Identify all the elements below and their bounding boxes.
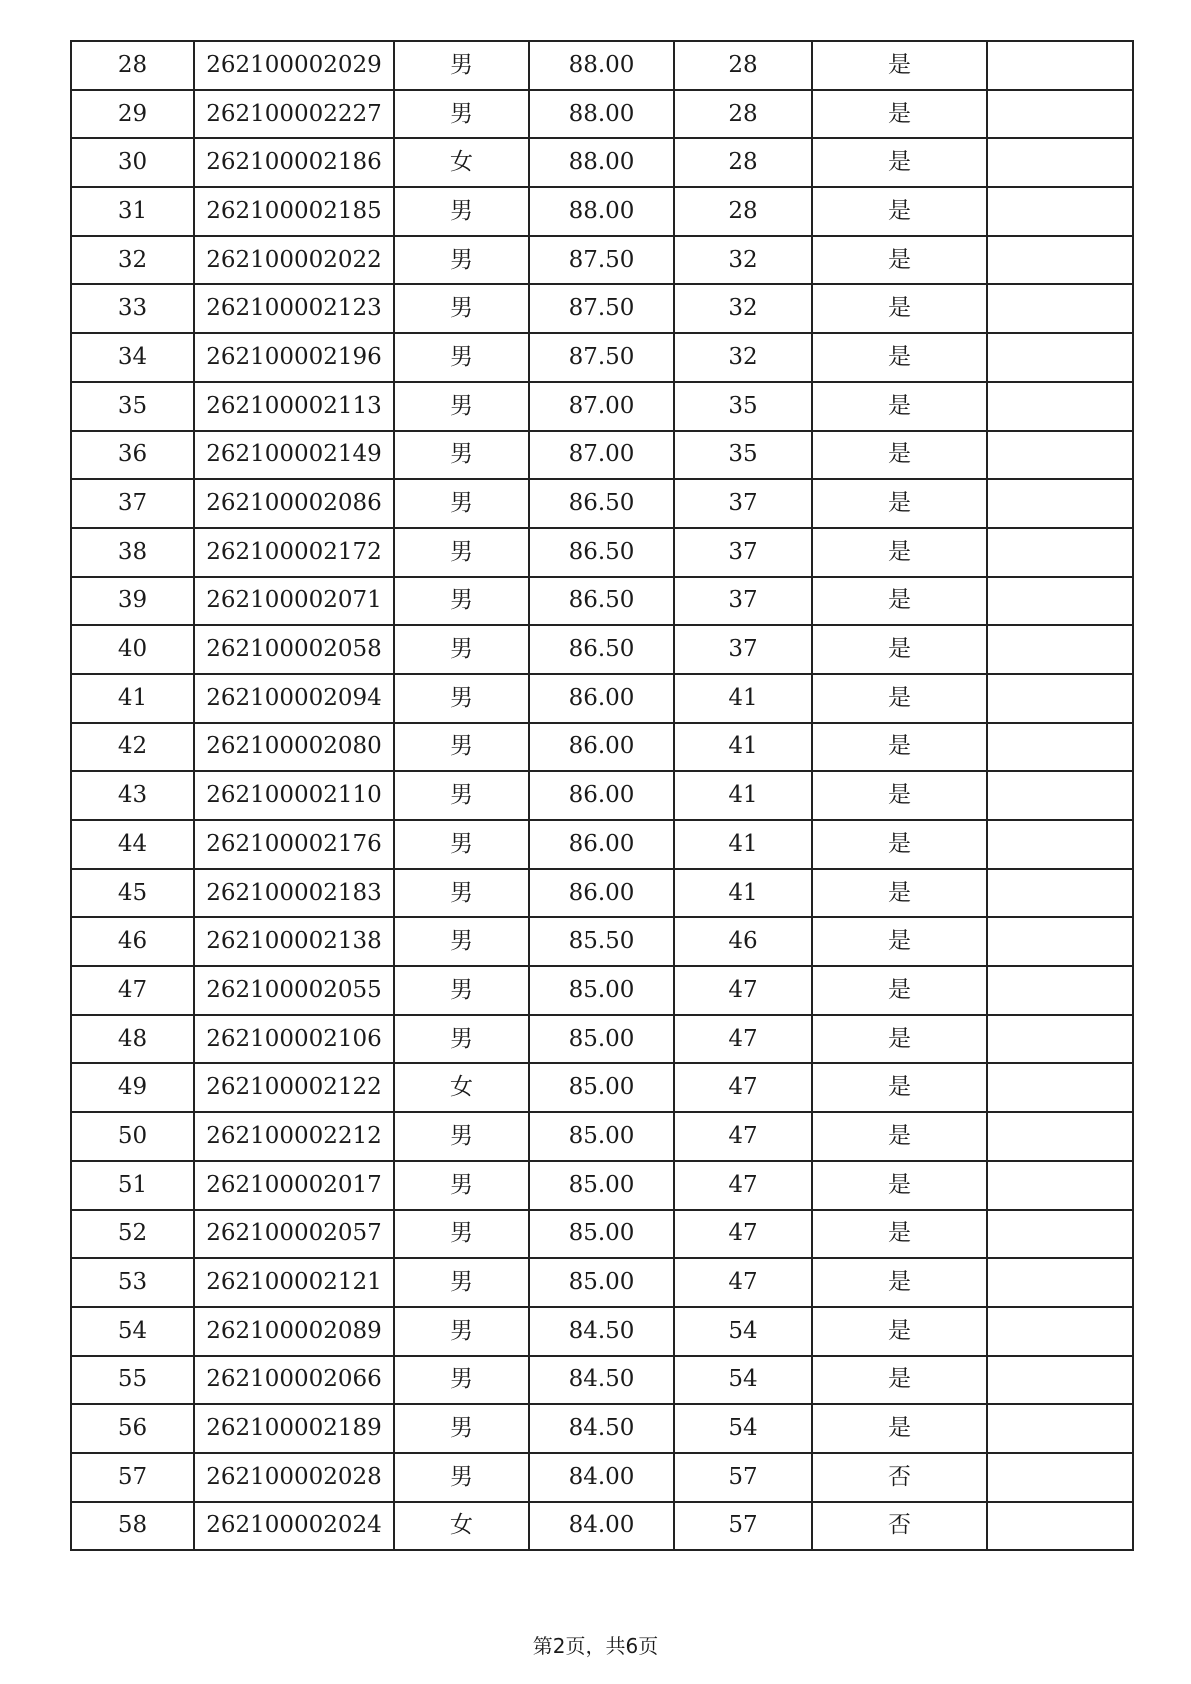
table-row [71, 1356, 1133, 1405]
sequence-number-cell: 47 [71, 966, 194, 1015]
gender-cell: 男 [394, 333, 529, 382]
qualified-cell: 是 [812, 1015, 987, 1064]
rank-cell: 54 [674, 1307, 812, 1356]
table-row [71, 41, 1133, 90]
table-row [71, 966, 1133, 1015]
qualified-cell: 是 [812, 479, 987, 528]
rank-cell: 28 [674, 138, 812, 187]
sequence-number-cell: 45 [71, 869, 194, 918]
results-sheet [70, 40, 1132, 1551]
remarks-cell [987, 869, 1133, 918]
qualified-cell: 是 [812, 820, 987, 869]
table-row [71, 1210, 1133, 1259]
table-row [71, 1015, 1133, 1064]
score-cell: 88.00 [529, 187, 674, 236]
remarks-cell [987, 138, 1133, 187]
score-cell: 84.00 [529, 1453, 674, 1502]
rank-cell: 28 [674, 41, 812, 90]
table-row [71, 333, 1133, 382]
candidate-id-cell: 262100002066 [194, 1356, 394, 1405]
sequence-number-cell: 54 [71, 1307, 194, 1356]
candidate-id-cell: 262100002227 [194, 90, 394, 139]
candidate-id-cell: 262100002055 [194, 966, 394, 1015]
score-cell: 87.50 [529, 284, 674, 333]
gender-cell: 男 [394, 1356, 529, 1405]
score-cell: 86.50 [529, 625, 674, 674]
candidate-id-cell: 262100002189 [194, 1404, 394, 1453]
rank-cell: 41 [674, 820, 812, 869]
sequence-number-cell: 28 [71, 41, 194, 90]
rank-cell: 47 [674, 1258, 812, 1307]
remarks-cell [987, 1258, 1133, 1307]
candidate-id-cell: 262100002122 [194, 1063, 394, 1112]
qualified-cell: 是 [812, 917, 987, 966]
gender-cell: 男 [394, 1015, 529, 1064]
candidate-id-cell: 262100002022 [194, 236, 394, 285]
remarks-cell [987, 1356, 1133, 1405]
remarks-cell [987, 1502, 1133, 1551]
qualified-cell: 是 [812, 1161, 987, 1210]
candidate-id-cell: 262100002028 [194, 1453, 394, 1502]
rank-cell: 41 [674, 771, 812, 820]
gender-cell: 男 [394, 1112, 529, 1161]
rank-cell: 37 [674, 577, 812, 626]
table-row [71, 90, 1133, 139]
remarks-cell [987, 1015, 1133, 1064]
score-cell: 86.00 [529, 771, 674, 820]
remarks-cell [987, 1063, 1133, 1112]
candidate-id-cell: 262100002024 [194, 1502, 394, 1551]
results-table [70, 40, 1134, 1551]
score-cell: 86.50 [529, 528, 674, 577]
rank-cell: 54 [674, 1404, 812, 1453]
sequence-number-cell: 48 [71, 1015, 194, 1064]
qualified-cell: 是 [812, 1258, 987, 1307]
qualified-cell: 是 [812, 771, 987, 820]
score-cell: 86.50 [529, 479, 674, 528]
sequence-number-cell: 30 [71, 138, 194, 187]
rank-cell: 32 [674, 236, 812, 285]
rank-cell: 47 [674, 1015, 812, 1064]
qualified-cell: 否 [812, 1453, 987, 1502]
remarks-cell [987, 917, 1133, 966]
qualified-cell: 是 [812, 41, 987, 90]
qualified-cell: 是 [812, 236, 987, 285]
gender-cell: 女 [394, 138, 529, 187]
sequence-number-cell: 33 [71, 284, 194, 333]
sequence-number-cell: 52 [71, 1210, 194, 1259]
qualified-cell: 是 [812, 577, 987, 626]
rank-cell: 28 [674, 90, 812, 139]
score-cell: 87.50 [529, 333, 674, 382]
qualified-cell: 否 [812, 1502, 987, 1551]
candidate-id-cell: 262100002029 [194, 41, 394, 90]
qualified-cell: 是 [812, 528, 987, 577]
candidate-id-cell: 262100002196 [194, 333, 394, 382]
table-row [71, 528, 1133, 577]
table-row [71, 820, 1133, 869]
table-row [71, 723, 1133, 772]
table-row [71, 284, 1133, 333]
candidate-id-cell: 262100002089 [194, 1307, 394, 1356]
remarks-cell [987, 236, 1133, 285]
score-cell: 88.00 [529, 41, 674, 90]
sequence-number-cell: 53 [71, 1258, 194, 1307]
sequence-number-cell: 58 [71, 1502, 194, 1551]
gender-cell: 男 [394, 1453, 529, 1502]
table-row [71, 1502, 1133, 1551]
candidate-id-cell: 262100002121 [194, 1258, 394, 1307]
table-row [71, 674, 1133, 723]
sequence-number-cell: 51 [71, 1161, 194, 1210]
gender-cell: 男 [394, 674, 529, 723]
qualified-cell: 是 [812, 284, 987, 333]
results-table-body [71, 41, 1133, 1550]
rank-cell: 47 [674, 1210, 812, 1259]
rank-cell: 41 [674, 723, 812, 772]
qualified-cell: 是 [812, 723, 987, 772]
remarks-cell [987, 528, 1133, 577]
rank-cell: 37 [674, 528, 812, 577]
rank-cell: 47 [674, 1063, 812, 1112]
remarks-cell [987, 1453, 1133, 1502]
table-row [71, 1404, 1133, 1453]
candidate-id-cell: 262100002080 [194, 723, 394, 772]
table-row [71, 1112, 1133, 1161]
remarks-cell [987, 479, 1133, 528]
qualified-cell: 是 [812, 966, 987, 1015]
candidate-id-cell: 262100002176 [194, 820, 394, 869]
gender-cell: 男 [394, 966, 529, 1015]
sequence-number-cell: 44 [71, 820, 194, 869]
sequence-number-cell: 46 [71, 917, 194, 966]
remarks-cell [987, 1161, 1133, 1210]
gender-cell: 男 [394, 1161, 529, 1210]
candidate-id-cell: 262100002183 [194, 869, 394, 918]
sequence-number-cell: 41 [71, 674, 194, 723]
table-row [71, 382, 1133, 431]
remarks-cell [987, 1112, 1133, 1161]
qualified-cell: 是 [812, 625, 987, 674]
remarks-cell [987, 723, 1133, 772]
score-cell: 85.00 [529, 1258, 674, 1307]
gender-cell: 男 [394, 577, 529, 626]
sequence-number-cell: 32 [71, 236, 194, 285]
gender-cell: 女 [394, 1063, 529, 1112]
rank-cell: 57 [674, 1502, 812, 1551]
gender-cell: 男 [394, 869, 529, 918]
remarks-cell [987, 771, 1133, 820]
sequence-number-cell: 39 [71, 577, 194, 626]
remarks-cell [987, 187, 1133, 236]
remarks-cell [987, 41, 1133, 90]
sequence-number-cell: 40 [71, 625, 194, 674]
rank-cell: 54 [674, 1356, 812, 1405]
candidate-id-cell: 262100002172 [194, 528, 394, 577]
rank-cell: 46 [674, 917, 812, 966]
sequence-number-cell: 31 [71, 187, 194, 236]
gender-cell: 男 [394, 236, 529, 285]
score-cell: 88.00 [529, 90, 674, 139]
rank-cell: 28 [674, 187, 812, 236]
score-cell: 84.50 [529, 1307, 674, 1356]
remarks-cell [987, 1210, 1133, 1259]
rank-cell: 47 [674, 966, 812, 1015]
qualified-cell: 是 [812, 1210, 987, 1259]
remarks-cell [987, 966, 1133, 1015]
candidate-id-cell: 262100002138 [194, 917, 394, 966]
candidate-id-cell: 262100002017 [194, 1161, 394, 1210]
gender-cell: 男 [394, 1210, 529, 1259]
rank-cell: 41 [674, 674, 812, 723]
candidate-id-cell: 262100002058 [194, 625, 394, 674]
score-cell: 86.00 [529, 820, 674, 869]
sequence-number-cell: 29 [71, 90, 194, 139]
candidate-id-cell: 262100002212 [194, 1112, 394, 1161]
table-row [71, 771, 1133, 820]
gender-cell: 男 [394, 431, 529, 480]
qualified-cell: 是 [812, 1112, 987, 1161]
candidate-id-cell: 262100002086 [194, 479, 394, 528]
gender-cell: 男 [394, 528, 529, 577]
candidate-id-cell: 262100002123 [194, 284, 394, 333]
candidate-id-cell: 262100002149 [194, 431, 394, 480]
table-row [71, 1307, 1133, 1356]
score-cell: 87.00 [529, 431, 674, 480]
score-cell: 85.00 [529, 1210, 674, 1259]
gender-cell: 男 [394, 820, 529, 869]
remarks-cell [987, 284, 1133, 333]
table-row [71, 1063, 1133, 1112]
rank-cell: 47 [674, 1161, 812, 1210]
table-row [71, 577, 1133, 626]
remarks-cell [987, 820, 1133, 869]
table-row [71, 187, 1133, 236]
gender-cell: 男 [394, 284, 529, 333]
score-cell: 86.00 [529, 869, 674, 918]
sequence-number-cell: 49 [71, 1063, 194, 1112]
qualified-cell: 是 [812, 1307, 987, 1356]
table-row [71, 1258, 1133, 1307]
score-cell: 84.00 [529, 1502, 674, 1551]
rank-cell: 37 [674, 625, 812, 674]
rank-cell: 41 [674, 869, 812, 918]
sequence-number-cell: 36 [71, 431, 194, 480]
qualified-cell: 是 [812, 333, 987, 382]
score-cell: 84.50 [529, 1404, 674, 1453]
qualified-cell: 是 [812, 1404, 987, 1453]
qualified-cell: 是 [812, 431, 987, 480]
remarks-cell [987, 333, 1133, 382]
score-cell: 85.00 [529, 966, 674, 1015]
score-cell: 85.00 [529, 1015, 674, 1064]
table-row [71, 869, 1133, 918]
gender-cell: 男 [394, 771, 529, 820]
table-row [71, 625, 1133, 674]
qualified-cell: 是 [812, 187, 987, 236]
candidate-id-cell: 262100002106 [194, 1015, 394, 1064]
sequence-number-cell: 55 [71, 1356, 194, 1405]
sequence-number-cell: 34 [71, 333, 194, 382]
gender-cell: 男 [394, 917, 529, 966]
score-cell: 84.50 [529, 1356, 674, 1405]
remarks-cell [987, 90, 1133, 139]
score-cell: 85.00 [529, 1161, 674, 1210]
qualified-cell: 是 [812, 1063, 987, 1112]
remarks-cell [987, 577, 1133, 626]
candidate-id-cell: 262100002071 [194, 577, 394, 626]
rank-cell: 37 [674, 479, 812, 528]
candidate-id-cell: 262100002057 [194, 1210, 394, 1259]
gender-cell: 男 [394, 41, 529, 90]
gender-cell: 男 [394, 723, 529, 772]
gender-cell: 男 [394, 1258, 529, 1307]
qualified-cell: 是 [812, 138, 987, 187]
gender-cell: 男 [394, 479, 529, 528]
candidate-id-cell: 262100002110 [194, 771, 394, 820]
table-row [71, 431, 1133, 480]
score-cell: 86.50 [529, 577, 674, 626]
rank-cell: 32 [674, 284, 812, 333]
candidate-id-cell: 262100002113 [194, 382, 394, 431]
score-cell: 88.00 [529, 138, 674, 187]
candidate-id-cell: 262100002094 [194, 674, 394, 723]
score-cell: 87.50 [529, 236, 674, 285]
sequence-number-cell: 35 [71, 382, 194, 431]
sequence-number-cell: 43 [71, 771, 194, 820]
candidate-id-cell: 262100002185 [194, 187, 394, 236]
gender-cell: 男 [394, 90, 529, 139]
table-row [71, 917, 1133, 966]
table-row [71, 479, 1133, 528]
rank-cell: 32 [674, 333, 812, 382]
rank-cell: 47 [674, 1112, 812, 1161]
remarks-cell [987, 625, 1133, 674]
remarks-cell [987, 674, 1133, 723]
remarks-cell [987, 431, 1133, 480]
score-cell: 87.00 [529, 382, 674, 431]
table-row [71, 1453, 1133, 1502]
sequence-number-cell: 50 [71, 1112, 194, 1161]
rank-cell: 35 [674, 431, 812, 480]
table-row [71, 1161, 1133, 1210]
score-cell: 85.50 [529, 917, 674, 966]
sequence-number-cell: 56 [71, 1404, 194, 1453]
page-number-footer: 第2页，共6页 [532, 1634, 659, 1658]
gender-cell: 男 [394, 187, 529, 236]
qualified-cell: 是 [812, 1356, 987, 1405]
gender-cell: 男 [394, 1307, 529, 1356]
qualified-cell: 是 [812, 382, 987, 431]
score-cell: 85.00 [529, 1112, 674, 1161]
remarks-cell [987, 382, 1133, 431]
sequence-number-cell: 57 [71, 1453, 194, 1502]
qualified-cell: 是 [812, 90, 987, 139]
remarks-cell [987, 1307, 1133, 1356]
gender-cell: 男 [394, 1404, 529, 1453]
qualified-cell: 是 [812, 869, 987, 918]
rank-cell: 35 [674, 382, 812, 431]
table-row [71, 138, 1133, 187]
score-cell: 86.00 [529, 723, 674, 772]
remarks-cell [987, 1404, 1133, 1453]
gender-cell: 女 [394, 1502, 529, 1551]
rank-cell: 57 [674, 1453, 812, 1502]
qualified-cell: 是 [812, 674, 987, 723]
sequence-number-cell: 38 [71, 528, 194, 577]
sequence-number-cell: 42 [71, 723, 194, 772]
score-cell: 86.00 [529, 674, 674, 723]
sequence-number-cell: 37 [71, 479, 194, 528]
score-cell: 85.00 [529, 1063, 674, 1112]
gender-cell: 男 [394, 625, 529, 674]
gender-cell: 男 [394, 382, 529, 431]
candidate-id-cell: 262100002186 [194, 138, 394, 187]
table-row [71, 236, 1133, 285]
